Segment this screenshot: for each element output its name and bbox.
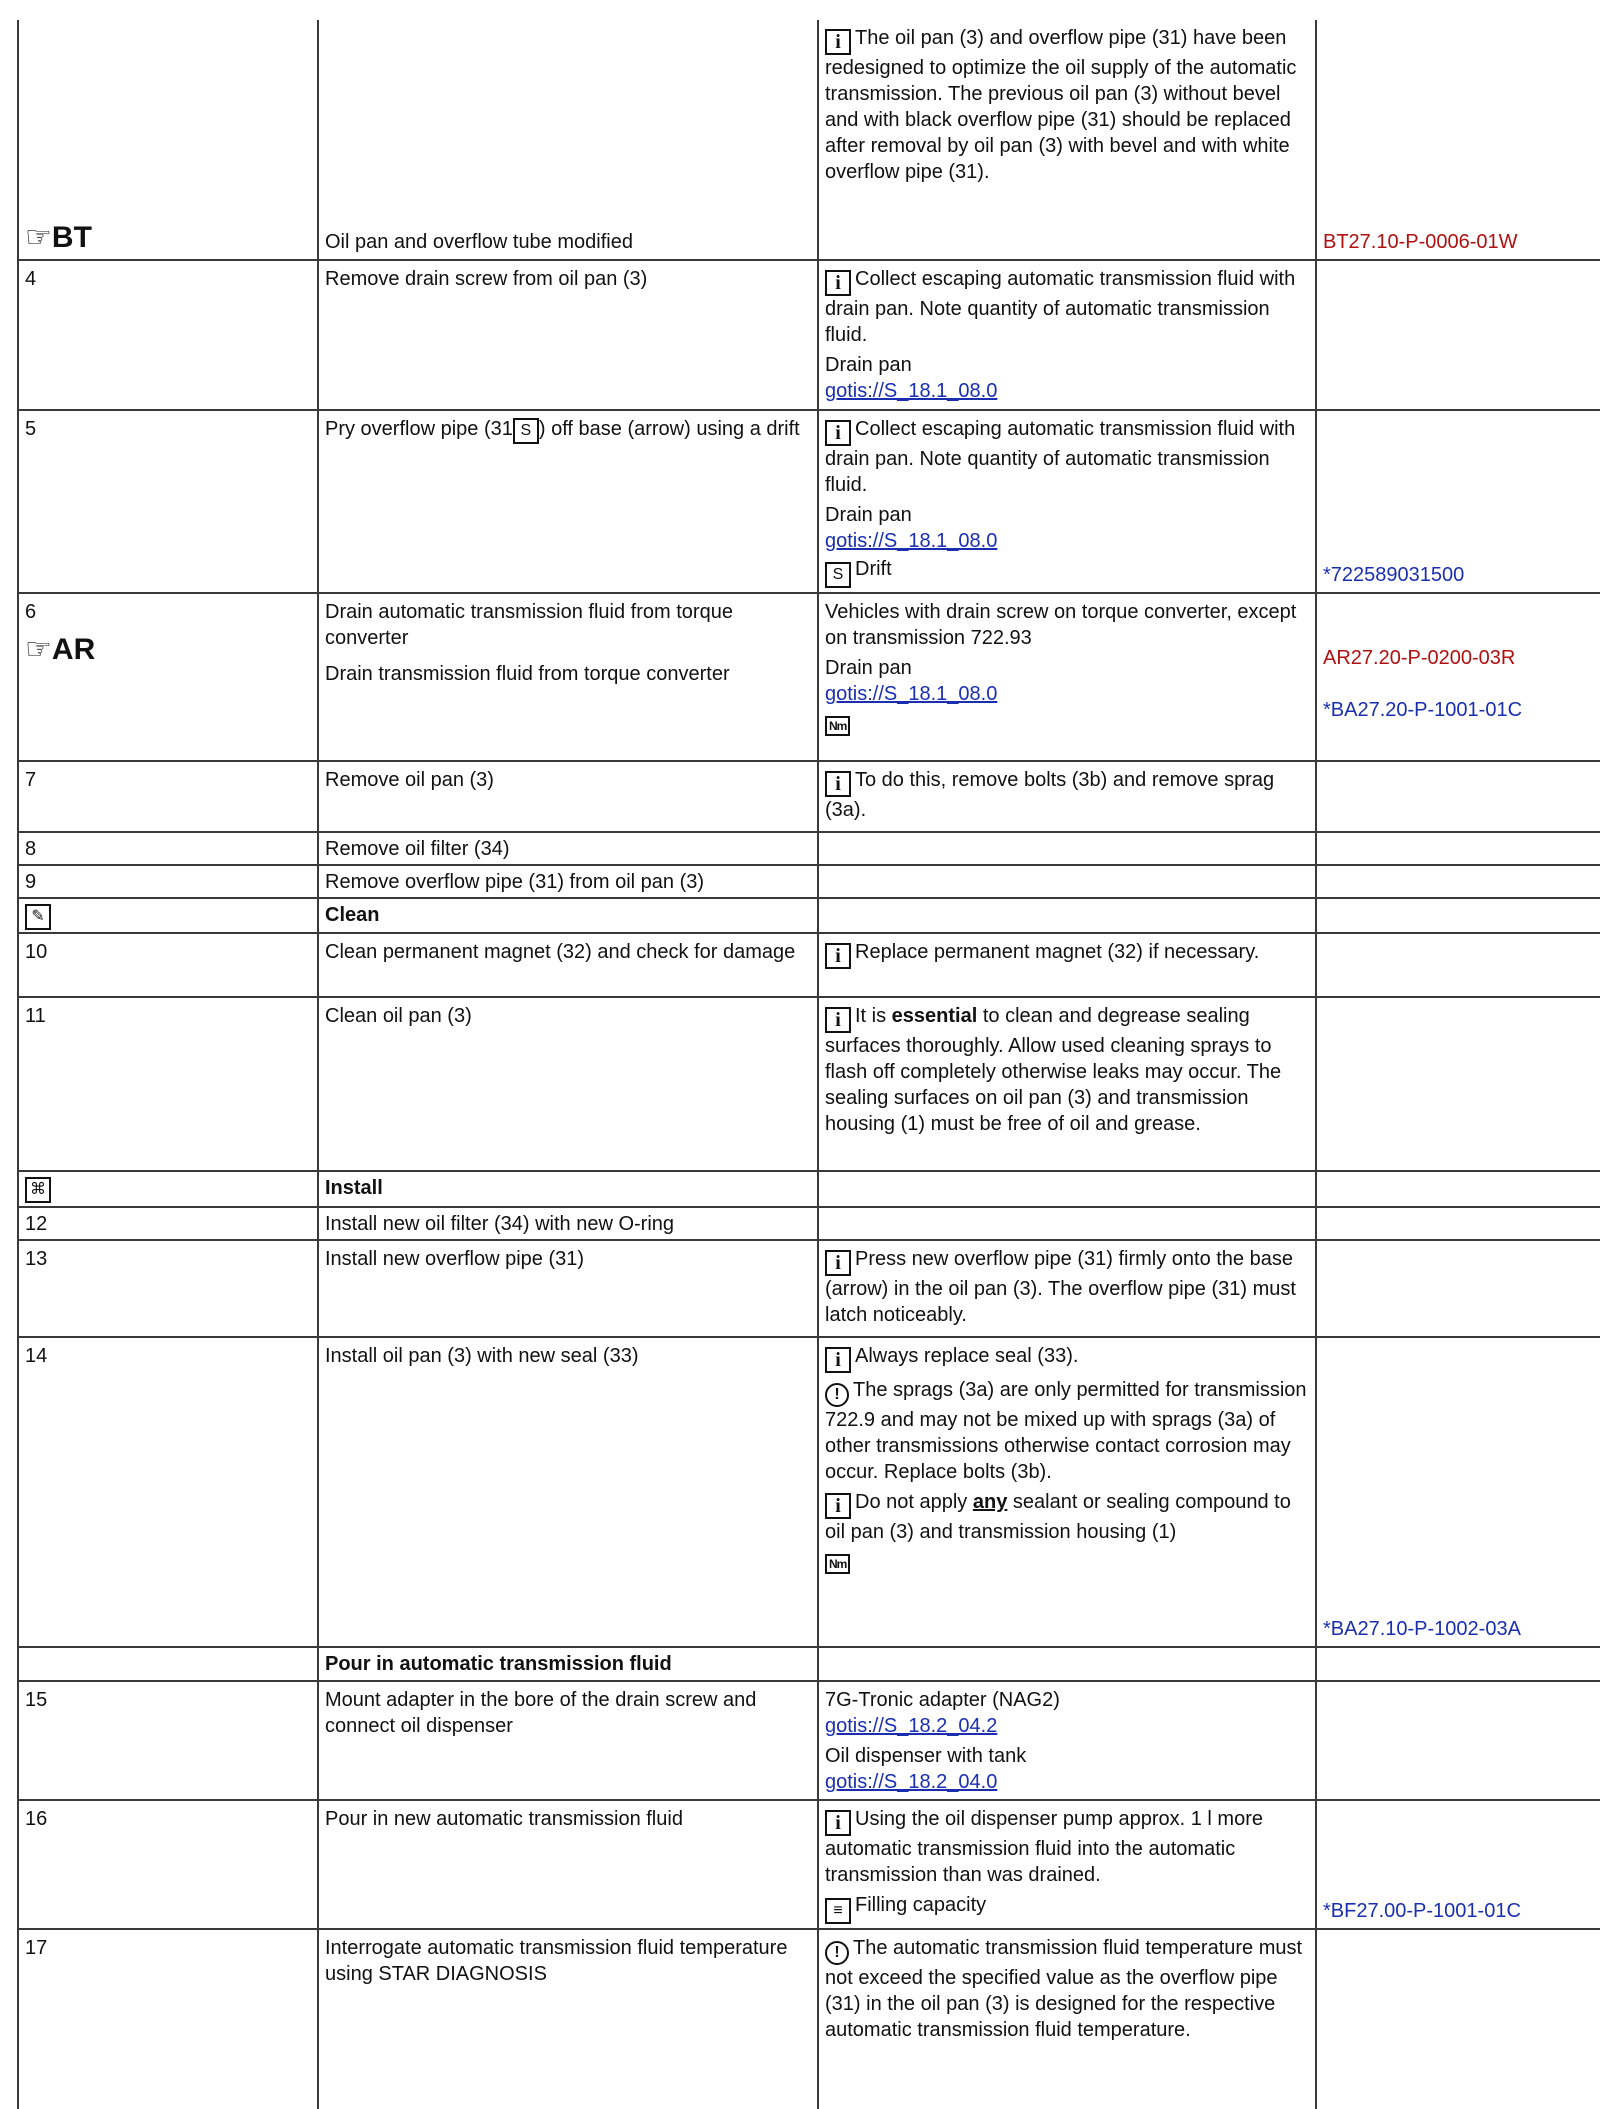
- note-text-cont: sealant or sealing compound to oil pan (3) and transmission housing (1): [825, 1491, 1291, 1543]
- special-tool-line: [825, 556, 1309, 588]
- note-cell: [818, 1207, 1316, 1240]
- info-icon: i: [825, 420, 851, 446]
- note-text: Do not apply: [855, 1491, 973, 1513]
- note-text: Vehicles with drain screw on torque converter, except on transmission 722.93: [825, 601, 1297, 649]
- section-icon-cell: [18, 1171, 318, 1207]
- table-row: [18, 865, 1600, 898]
- action-text: Pour in new automatic transmission fluid: [318, 1800, 818, 1929]
- ref-cell: [1316, 260, 1600, 410]
- note-emphasis: any: [972, 1491, 1008, 1513]
- note-text-cont: to clean and degrease sealing surfaces thoroughly. Allow used cleaning sprays to flash off completely otherwise leaks may occur. The sealing surfaces on oil pan (3) and transmission housing (1) must be free of oil and grease.: [825, 1005, 1282, 1135]
- note: [825, 25, 1309, 185]
- ref-cell: [1316, 761, 1600, 832]
- step-number: 8: [18, 832, 318, 865]
- note-text: The automatic transmission fluid temperature must not exceed the specified value as the overflow pipe (31) in the oil pan (3) is designed for the respective automatic transmission fluid temperature.: [825, 1937, 1303, 2041]
- section-row-clean: [18, 898, 1600, 933]
- section-icon-cell: [18, 898, 318, 933]
- step-number: 4: [18, 260, 318, 410]
- tool-link[interactable]: gotis://S_18.1_08.0: [825, 530, 998, 552]
- info-icon: i: [825, 943, 851, 969]
- bt-label: BT: [51, 221, 92, 254]
- ref-cell: [1316, 1647, 1600, 1681]
- action-text: Drain automatic transmission fluid from torque converter: [325, 601, 733, 649]
- section-icon-cell: [18, 1647, 318, 1681]
- table-row: [18, 997, 1600, 1171]
- torque-icon[interactable]: Nm: [825, 716, 850, 736]
- note: [825, 1246, 1309, 1328]
- tool-label: Oil dispenser with tank: [825, 1745, 1027, 1767]
- capacity-reference-link[interactable]: *BF27.00-P-1001-01C: [1323, 1900, 1521, 1922]
- note-cell: [818, 1800, 1316, 1929]
- table-row: [18, 832, 1600, 865]
- bt-reference[interactable]: [25, 221, 311, 255]
- note-emphasis: essential: [891, 1005, 978, 1027]
- action-text: Remove overflow pipe (31) from oil pan (3): [318, 865, 818, 898]
- note-text: Always replace seal (33).: [855, 1345, 1079, 1367]
- note: [825, 1489, 1309, 1545]
- ref-cell: [1316, 593, 1600, 761]
- section-title: Pour in automatic transmission fluid: [318, 1647, 818, 1681]
- special-tool-icon: S: [513, 418, 539, 444]
- info-icon: i: [825, 1493, 851, 1519]
- info-icon: i: [825, 771, 851, 797]
- note-text: Using the oil dispenser pump approx. 1 l more automatic transmission fluid into the automatic transmission than was drained.: [825, 1808, 1263, 1886]
- torque-reference-link[interactable]: *BA27.20-P-1001-01C: [1323, 699, 1523, 721]
- ar-label: AR: [51, 633, 96, 666]
- special-tool-icon: S: [825, 562, 851, 588]
- ref-cell: [1316, 933, 1600, 997]
- note-cell: [818, 933, 1316, 997]
- tool-link[interactable]: gotis://S_18.1_08.0: [825, 380, 998, 402]
- torque-reference-link[interactable]: *BA27.10-P-1002-03A: [1323, 1618, 1521, 1640]
- section-title: Clean: [318, 898, 818, 933]
- ar-title: Drain transmission fluid from torque converter: [325, 663, 730, 685]
- ref-cell: [1316, 20, 1600, 260]
- info-icon: i: [825, 270, 851, 296]
- section-row-pour: [18, 1647, 1600, 1681]
- note-cell: [818, 865, 1316, 898]
- note-cell: [818, 1681, 1316, 1800]
- ref-cell: [1316, 997, 1600, 1171]
- action-text: Pry overflow pipe (31: [325, 418, 513, 440]
- note: [825, 939, 1309, 969]
- action-text: Install oil pan (3) with new seal (33): [318, 1337, 818, 1647]
- note-cell: [818, 1240, 1316, 1337]
- section-title: Install: [318, 1171, 818, 1207]
- action-text: Clean permanent magnet (32) and check for damage: [318, 933, 818, 997]
- repair-instructions-sheet: [17, 20, 1583, 2109]
- action-text: Oil pan and overflow tube modified: [325, 231, 633, 253]
- action-text-cont: ) off base (arrow) using a drift: [538, 418, 800, 440]
- note-cell: [818, 997, 1316, 1171]
- note-text: The oil pan (3) and overflow pipe (31) have been redesigned to optimize the oil supply of the automatic transmission. The previous oil pan (3) without bevel and with black overflow pipe (31) should be replaced after removal by oil pan (3) with bevel and with white overflow pipe (31).: [825, 27, 1297, 183]
- note-cell: [818, 898, 1316, 933]
- step-number: 14: [18, 1337, 318, 1647]
- action-text: Remove oil pan (3): [318, 761, 818, 832]
- warning-icon: !: [825, 1383, 849, 1407]
- table-row: [18, 20, 1600, 260]
- step-number: 6: [25, 601, 37, 623]
- step-cell: [18, 593, 318, 761]
- note-cell: [818, 593, 1316, 761]
- clean-icon: ✎: [25, 904, 51, 930]
- ref-cell: [1316, 1337, 1600, 1647]
- action-text: Clean oil pan (3): [318, 997, 818, 1171]
- table-row: [18, 410, 1600, 593]
- note-text: Collect escaping automatic transmission fluid with drain pan. Note quantity of automatic transmission fluid.: [825, 418, 1296, 496]
- step-number: 12: [18, 1207, 318, 1240]
- info-icon: i: [825, 1250, 851, 1276]
- table-row: [18, 1929, 1600, 2109]
- note: [825, 1343, 1309, 1373]
- step-number: 11: [18, 997, 318, 1171]
- warning-note: [825, 1935, 1309, 2043]
- table-row: [18, 260, 1600, 410]
- note-text: Collect escaping automatic transmission fluid with drain pan. Note quantity of automatic transmission fluid.: [825, 268, 1296, 346]
- action-cell: [318, 410, 818, 593]
- table-row: [18, 1207, 1600, 1240]
- note-cell: [818, 260, 1316, 410]
- part-number-link[interactable]: *722589031500: [1323, 564, 1465, 586]
- note: [825, 1003, 1309, 1137]
- pointing-hand-icon: ☞: [25, 633, 50, 666]
- table-row: [18, 1337, 1600, 1647]
- ref-cell: [1316, 832, 1600, 865]
- ar-reference[interactable]: [25, 633, 311, 667]
- table-row: [18, 933, 1600, 997]
- note: [825, 767, 1309, 823]
- action-cell: [318, 593, 818, 761]
- procedure-table: [17, 20, 1600, 2109]
- doc-reference-link[interactable]: AR27.20-P-0200-03R: [1323, 647, 1516, 669]
- action-text: Interrogate automatic transmission fluid temperature using STAR DIAGNOSIS: [318, 1929, 818, 2109]
- warning-note: [825, 1377, 1309, 1485]
- tool-link[interactable]: gotis://S_18.1_08.0: [825, 683, 998, 705]
- action-text: Mount adapter in the bore of the drain screw and connect oil dispenser: [318, 1681, 818, 1800]
- ref-cell: [1316, 1240, 1600, 1337]
- capacity-line: [825, 1892, 1309, 1924]
- info-icon: i: [825, 29, 851, 55]
- tool-link[interactable]: gotis://S_18.2_04.2: [825, 1715, 998, 1737]
- warning-icon: !: [825, 1941, 849, 1965]
- note-cell: [818, 1171, 1316, 1207]
- info-icon: i: [825, 1810, 851, 1836]
- step-number: 9: [18, 865, 318, 898]
- step-number: 10: [18, 933, 318, 997]
- table-row: [18, 1240, 1600, 1337]
- tool-label: Drain pan: [825, 657, 912, 679]
- ref-cell: [1316, 865, 1600, 898]
- ref-cell: [1316, 1929, 1600, 2109]
- tool-label: Drain pan: [825, 354, 912, 376]
- table-row: [18, 1800, 1600, 1929]
- info-icon: i: [825, 1007, 851, 1033]
- note-text: Press new overflow pipe (31) firmly onto the base (arrow) in the oil pan (3). The overflow pipe (31) must latch noticeably.: [825, 1248, 1296, 1326]
- action-cell: [318, 20, 818, 260]
- note-cell: [818, 20, 1316, 260]
- ref-cell: [1316, 1207, 1600, 1240]
- note-text: It is: [855, 1005, 892, 1027]
- doc-reference-link[interactable]: BT27.10-P-0006-01W: [1323, 231, 1518, 253]
- tool-link[interactable]: gotis://S_18.2_04.0: [825, 1771, 998, 1793]
- action-text: Install new overflow pipe (31): [318, 1240, 818, 1337]
- filling-capacity-icon: ≡: [825, 1898, 851, 1924]
- table-row: [18, 1681, 1600, 1800]
- ref-cell: [1316, 1681, 1600, 1800]
- ref-cell: [1316, 1171, 1600, 1207]
- note-cell: [818, 1337, 1316, 1647]
- step-number: 16: [18, 1800, 318, 1929]
- note-text: Replace permanent magnet (32) if necessary.: [855, 941, 1260, 963]
- step-number: 15: [18, 1681, 318, 1800]
- note-text: The sprags (3a) are only permitted for transmission 722.9 and may not be mixed up with sprags (3a) of other transmissions otherwise contact corrosion may occur. Replace bolts (3b).: [825, 1379, 1307, 1483]
- note: [825, 1806, 1309, 1888]
- action-text: Remove oil filter (34): [318, 832, 818, 865]
- note: [825, 416, 1309, 498]
- capacity-label: Filling capacity: [855, 1894, 987, 1916]
- step-number: 5: [18, 410, 318, 593]
- note-cell: [818, 410, 1316, 593]
- install-icon: ⌘: [25, 1177, 51, 1203]
- section-row-install: [18, 1171, 1600, 1207]
- tool-label: 7G-Tronic adapter (NAG2): [825, 1689, 1060, 1711]
- torque-icon[interactable]: Nm: [825, 1554, 850, 1574]
- info-icon: i: [825, 1347, 851, 1373]
- action-text: Remove drain screw from oil pan (3): [318, 260, 818, 410]
- table-row: [18, 593, 1600, 761]
- ref-cell: [1316, 1800, 1600, 1929]
- note-cell: [818, 1647, 1316, 1681]
- note: [825, 266, 1309, 348]
- special-tool-label: Drift: [855, 558, 892, 580]
- step-number: 17: [18, 1929, 318, 2109]
- step-number: 7: [18, 761, 318, 832]
- ref-cell: [1316, 898, 1600, 933]
- note-cell: [818, 761, 1316, 832]
- action-text: Install new oil filter (34) with new O-ring: [318, 1207, 818, 1240]
- tool-label: Drain pan: [825, 504, 912, 526]
- ref-cell: [1316, 410, 1600, 593]
- note-text: To do this, remove bolts (3b) and remove sprag (3a).: [825, 769, 1275, 821]
- pointing-hand-icon: ☞: [25, 221, 50, 254]
- step-cell: [18, 20, 318, 260]
- note-cell: [818, 832, 1316, 865]
- table-row: [18, 761, 1600, 832]
- note-cell: [818, 1929, 1316, 2109]
- step-number: 13: [18, 1240, 318, 1337]
